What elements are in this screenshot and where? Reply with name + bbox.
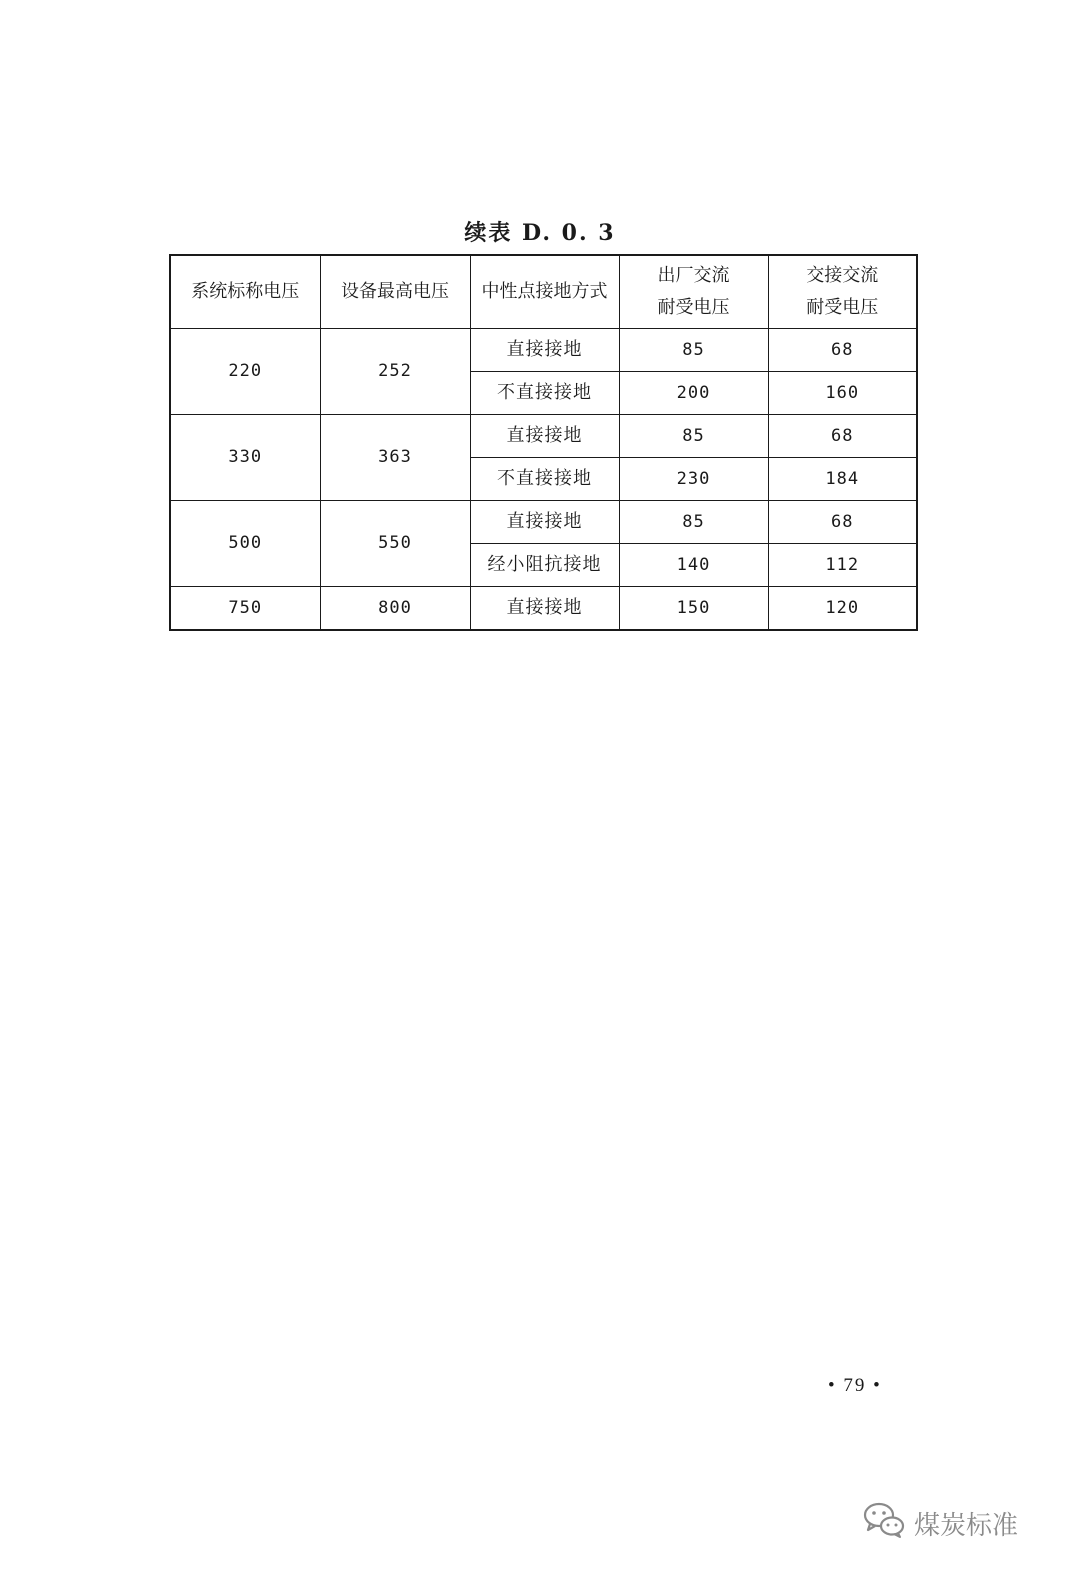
- page-number: • 79 •: [828, 1375, 882, 1396]
- cell-factory: 150: [619, 587, 768, 631]
- header-max-voltage: 设备最高电压: [320, 255, 470, 329]
- cell-method: 直接接地: [470, 329, 619, 372]
- cell-method: 经小阻抗接地: [470, 544, 619, 587]
- table-row: [170, 415, 917, 458]
- cell-method: 不直接接地: [470, 458, 619, 501]
- header-handover-line1: 交接交流: [806, 265, 879, 287]
- cell-method: 直接接地: [470, 415, 619, 458]
- cell-nominal: 500: [170, 501, 320, 587]
- cell-factory: 230: [619, 458, 768, 501]
- header-row: [170, 255, 917, 329]
- table-title: 续表 D. 0. 3: [464, 220, 616, 246]
- cell-factory: 85: [619, 329, 768, 372]
- cell-handover: 184: [768, 458, 917, 501]
- header-factory-line2: 耐受电压: [657, 297, 730, 318]
- cell-handover: 120: [768, 587, 917, 631]
- cell-nominal: 330: [170, 415, 320, 501]
- cell-method: 直接接地: [470, 501, 619, 544]
- header-handover-line2: 耐受电压: [806, 297, 879, 318]
- cell-factory: 200: [619, 372, 768, 415]
- cell-method: 直接接地: [470, 587, 619, 631]
- cell-handover: 68: [768, 501, 917, 544]
- cell-factory: 85: [619, 415, 768, 458]
- cell-max: 800: [320, 587, 470, 631]
- cell-handover: 112: [768, 544, 917, 587]
- header-grounding-method: 中性点接地方式: [470, 255, 619, 329]
- cell-handover: 68: [768, 329, 917, 372]
- cell-nominal: 220: [170, 329, 320, 415]
- voltage-table: [169, 254, 918, 631]
- header-nominal-voltage: 系统标称电压: [170, 255, 320, 329]
- watermark: [862, 1500, 1018, 1547]
- header-factory-withstand: [619, 255, 768, 329]
- table-row: [170, 587, 917, 631]
- cell-handover: 160: [768, 372, 917, 415]
- header-handover-withstand: [768, 255, 917, 329]
- table-row: [170, 501, 917, 544]
- header-factory-line1: 出厂交流: [657, 265, 730, 287]
- cell-method: 不直接接地: [470, 372, 619, 415]
- cell-nominal: 750: [170, 587, 320, 631]
- cell-max: 363: [320, 415, 470, 501]
- cell-max: 550: [320, 501, 470, 587]
- wechat-icon: [862, 1500, 906, 1547]
- cell-factory: 85: [619, 501, 768, 544]
- cell-factory: 140: [619, 544, 768, 587]
- cell-handover: 68: [768, 415, 917, 458]
- table-row: [170, 329, 917, 372]
- cell-max: 252: [320, 329, 470, 415]
- watermark-text: 煤炭标准: [914, 1511, 1019, 1541]
